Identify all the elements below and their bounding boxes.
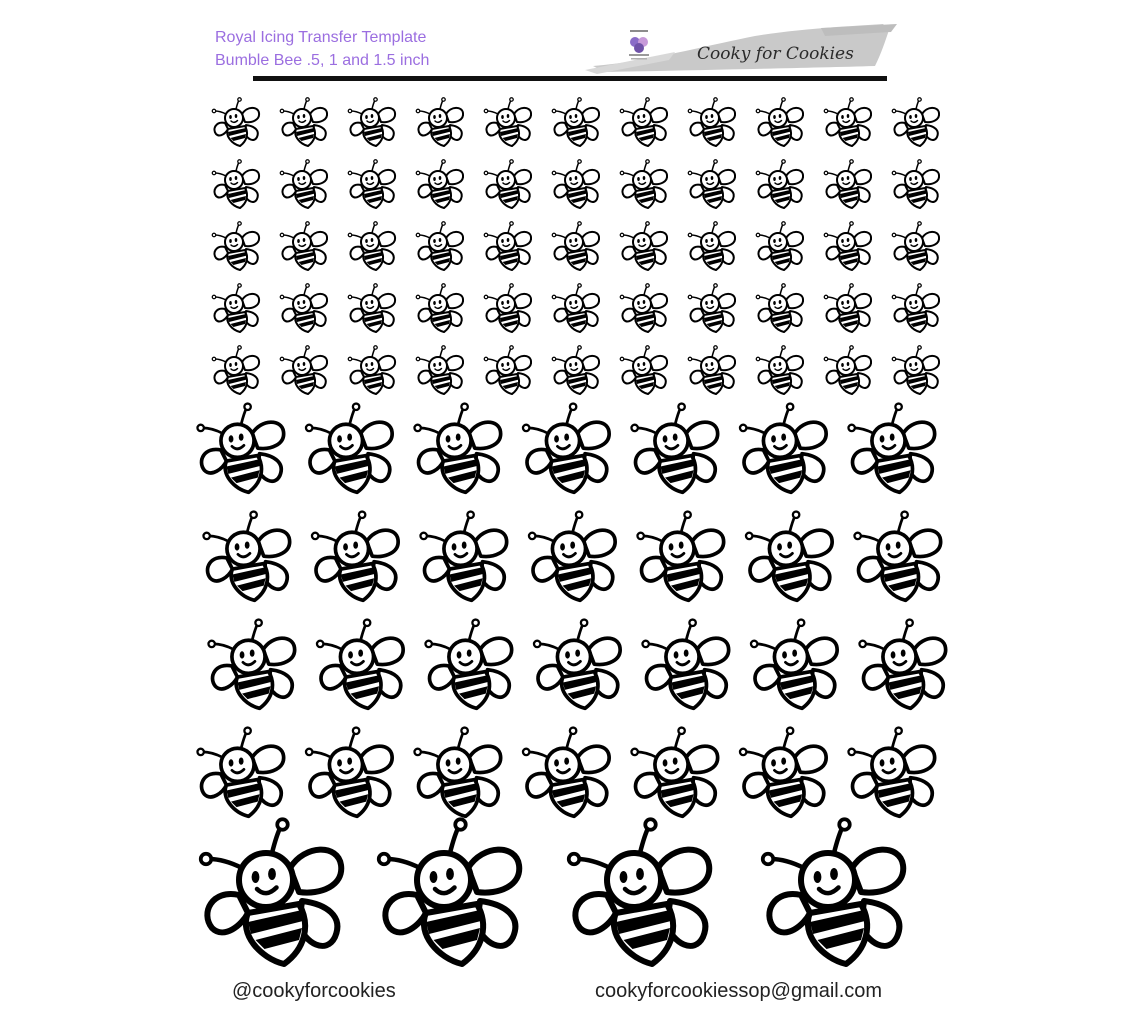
bee-outline-icon	[620, 346, 667, 394]
bee-outline-icon	[212, 346, 259, 394]
bee-outline-icon	[756, 98, 803, 146]
bee-outline-icon	[620, 222, 667, 270]
bee-outline-icon	[484, 98, 531, 146]
bee-outline-icon	[854, 512, 940, 601]
bee-outline-icon	[620, 98, 667, 146]
bee-outline-icon	[552, 284, 599, 332]
bee-outline-icon	[552, 222, 599, 270]
bee-outline-icon	[317, 620, 403, 709]
bee-outline-icon	[552, 160, 599, 208]
bee-outline-icon	[306, 404, 392, 493]
footer-social-handle: @cookyforcookies	[232, 980, 396, 1002]
bee-outline-icon	[892, 284, 939, 332]
bee-outline-icon	[763, 819, 904, 964]
bee-outline-icon	[848, 404, 934, 493]
bee-outline-icon	[756, 346, 803, 394]
bee-outline-icon	[751, 620, 837, 709]
bee-outline-icon	[280, 284, 327, 332]
bee-outline-icon	[740, 728, 826, 817]
bee-outline-icon	[620, 284, 667, 332]
bee-outline-icon	[306, 728, 392, 817]
bee-outline-icon	[892, 98, 939, 146]
bee-outline-icon	[280, 222, 327, 270]
bee-outline-icon	[892, 346, 939, 394]
bee-outline-icon	[688, 160, 735, 208]
bee-outline-icon	[892, 222, 939, 270]
bee-outline-icon	[414, 404, 500, 493]
bee-outline-icon	[484, 284, 531, 332]
bee-outline-icon	[197, 404, 283, 493]
bee-outline-icon	[484, 346, 531, 394]
bee-outline-icon	[756, 222, 803, 270]
bee-outline-icon	[523, 728, 609, 817]
bee-outline-icon	[208, 620, 294, 709]
bee-outline-icon	[824, 160, 871, 208]
bee-outline-icon	[552, 98, 599, 146]
bee-outline-icon	[416, 222, 463, 270]
bee-outline-icon	[688, 346, 735, 394]
bee-outline-icon	[620, 160, 667, 208]
bee-outline-icon	[280, 346, 327, 394]
bee-outline-icon	[416, 98, 463, 146]
bee-outline-icon	[312, 512, 398, 601]
bee-outline-icon	[280, 160, 327, 208]
bee-outline-icon	[212, 98, 259, 146]
bee-outline-icon	[746, 512, 832, 601]
brand-name: Cooky for Cookies	[697, 44, 854, 64]
bee-outline-icon	[348, 160, 395, 208]
bee-outline-icon	[348, 346, 395, 394]
bee-outline-icon	[420, 512, 506, 601]
bee-outline-icon	[859, 620, 945, 709]
bee-outline-icon	[280, 98, 327, 146]
bee-outline-icon	[203, 512, 289, 601]
bee-outline-icon	[212, 160, 259, 208]
bee-outline-icon	[484, 160, 531, 208]
bee-outline-icon	[523, 404, 609, 493]
bee-outline-icon	[416, 346, 463, 394]
bee-outline-icon	[631, 728, 717, 817]
bee-outline-icon	[642, 620, 728, 709]
bee-outline-icon	[348, 222, 395, 270]
bee-outline-icon	[534, 620, 620, 709]
bee-outline-icon	[569, 819, 710, 964]
bee-outline-icon	[824, 98, 871, 146]
title-line-2: Bumble Bee .5, 1 and 1.5 inch	[215, 52, 430, 69]
bee-outline-icon	[425, 620, 511, 709]
bee-outline-icon	[756, 160, 803, 208]
bee-outline-icon	[484, 222, 531, 270]
bee-outline-icon	[631, 404, 717, 493]
bee-outline-icon	[637, 512, 723, 601]
bee-outline-icon	[197, 728, 283, 817]
bee-outline-icon	[824, 284, 871, 332]
bee-outline-icon	[348, 98, 395, 146]
bee-outline-icon	[688, 284, 735, 332]
bee-outline-icon	[824, 222, 871, 270]
bee-outline-icon	[416, 160, 463, 208]
bee-outline-icon	[688, 222, 735, 270]
bee-outline-icon	[348, 284, 395, 332]
bee-outline-icon	[201, 819, 342, 964]
bee-outline-icon	[552, 346, 599, 394]
bee-outline-icon	[529, 512, 615, 601]
bee-outline-icon	[740, 404, 826, 493]
bee-outline-icon	[379, 819, 520, 964]
footer-email: cookyforcookiessop@gmail.com	[595, 980, 883, 1002]
bee-outline-icon	[892, 160, 939, 208]
bee-outline-icon	[212, 222, 259, 270]
bee-outline-icon	[848, 728, 934, 817]
bee-outline-icon	[416, 284, 463, 332]
title-line-1: Royal Icing Transfer Template	[215, 29, 427, 46]
bee-outline-icon	[414, 728, 500, 817]
bee-outline-icon	[756, 284, 803, 332]
bee-outline-icon	[212, 284, 259, 332]
bee-outline-icon	[824, 346, 871, 394]
bee-outline-icon	[688, 98, 735, 146]
